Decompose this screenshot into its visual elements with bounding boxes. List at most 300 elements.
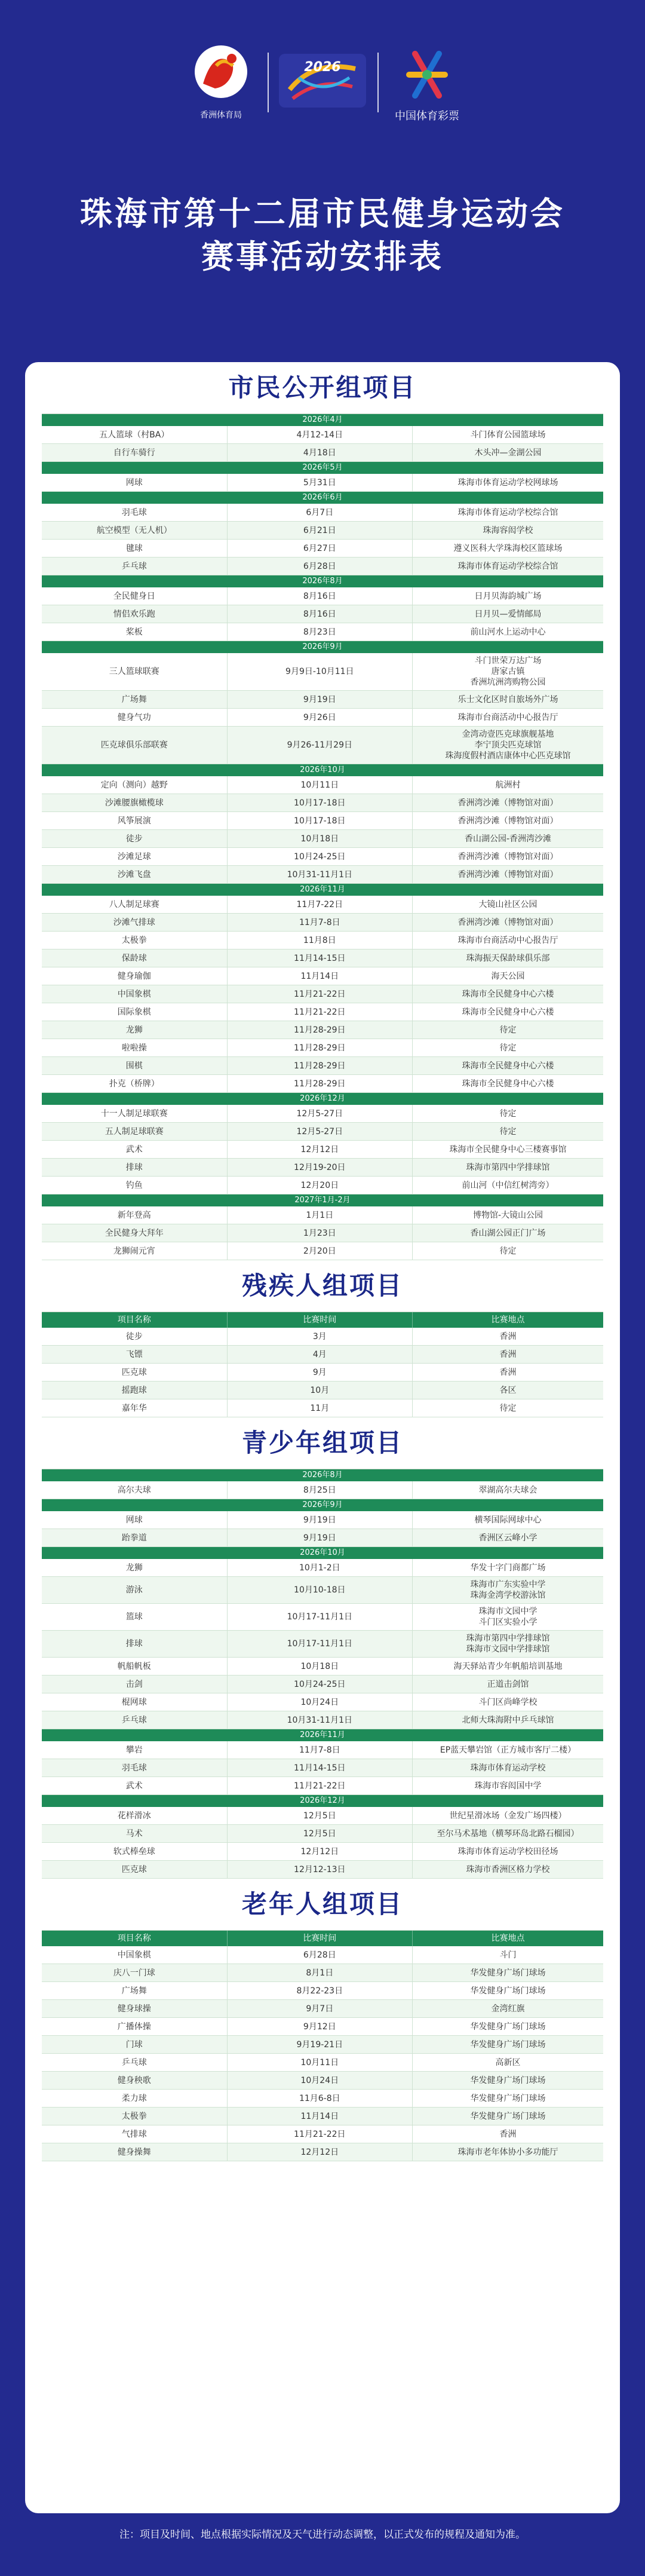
- event-venue: 香洲湾沙滩（博物馆对面）: [457, 917, 558, 927]
- event-name: 八人制足球赛: [42, 896, 228, 913]
- table-row: [42, 1177, 603, 1194]
- event-name: 沙滩飞盘: [42, 866, 228, 883]
- footnote: 注：项目及时间、地点根据实际情况及天气进行动态调整，以正式发布的规程及通知为准。: [119, 2529, 526, 2541]
- table-row: [42, 1807, 603, 1825]
- event-name: 三人篮球联赛: [42, 653, 228, 690]
- event-venue: 珠海市全民健身中心六楼: [462, 1079, 554, 1089]
- event-name: 健身气功: [42, 709, 228, 726]
- table-row: [42, 1577, 603, 1604]
- event-venue: 翠湖高尔夫球会: [478, 1485, 538, 1495]
- event-venue: 香洲湾沙滩（博物馆对面）: [457, 851, 558, 862]
- table-row: [42, 2000, 603, 2018]
- event-name: 广场舞: [42, 1982, 228, 1999]
- event-venue: 珠海市第四中学排球馆 珠海市文园中学排球馆: [466, 1634, 550, 1654]
- table-row: [42, 2125, 603, 2143]
- event-name: 篮球: [42, 1604, 228, 1630]
- table-row: [42, 1328, 603, 1346]
- event-date: 9月12日: [228, 2018, 413, 2035]
- event-name: 徒步: [42, 830, 228, 847]
- month-header: 2026年9月: [42, 641, 603, 653]
- event-date: 12月12日: [228, 1141, 413, 1158]
- event-name: 全民健身大拜年: [42, 1224, 228, 1242]
- table-row: [42, 2018, 603, 2036]
- event-date: 9月26-11月29日: [228, 727, 413, 764]
- event-name: 高尔夫球: [42, 1481, 228, 1499]
- event-name: 庆八一门球: [42, 1964, 228, 1981]
- event-date: 10月24-25日: [228, 848, 413, 865]
- event-date: 12月19-20日: [228, 1159, 413, 1176]
- event-name: 五人制足球联赛: [42, 1123, 228, 1140]
- event-date: 8月16日: [228, 587, 413, 605]
- page-header: [0, 0, 645, 359]
- event-name: 跆拳道: [42, 1529, 228, 1546]
- event-date: 10月31-11月1日: [228, 1711, 413, 1729]
- event-venue: 珠海市全民健身中心六楼: [462, 989, 554, 999]
- event-name: 太极拳: [42, 932, 228, 949]
- page-title: [0, 192, 645, 278]
- event-date: 11月28-29日: [228, 1021, 413, 1039]
- title-line-2: 赛事活动安排表: [201, 238, 444, 275]
- month-header: 2026年4月: [42, 414, 603, 426]
- event-date: 11月28-29日: [228, 1057, 413, 1074]
- event-date: 3月: [228, 1328, 413, 1345]
- event-date: 9月9日-10月11日: [228, 653, 413, 690]
- event-name: 中国象棋: [42, 1946, 228, 1964]
- event-name: 情侣欢乐跑: [42, 605, 228, 623]
- table-row: [42, 967, 603, 985]
- month-header: 2026年8月: [42, 575, 603, 587]
- table-row: [42, 949, 603, 967]
- table-row: [42, 1529, 603, 1547]
- event-date: 9月19日: [228, 691, 413, 708]
- event-venue: 待定: [499, 1108, 517, 1119]
- month-header: 2026年9月: [42, 1499, 603, 1511]
- event-date: 10月10-18日: [228, 1577, 413, 1603]
- event-venue: 华发健身广场门球场: [470, 2021, 546, 2032]
- schedule-table: [42, 1930, 603, 2161]
- event-venue: 海天公园: [491, 971, 525, 981]
- event-venue: 木头冲—金湖公园: [474, 448, 542, 458]
- event-date: 8月22-23日: [228, 1982, 413, 1999]
- table-row: [42, 727, 603, 764]
- event-date: 8月25日: [228, 1481, 413, 1499]
- column-header: 比赛地点: [491, 1934, 525, 1943]
- month-header: 2026年11月: [42, 1729, 603, 1741]
- table-row: [42, 1559, 603, 1577]
- section-title: 残疾人组项目: [241, 1271, 403, 1300]
- section-title: 市民公开组项目: [228, 373, 417, 402]
- event-venue: 华发健身广场门球场: [470, 2093, 546, 2103]
- event-name: 保龄球: [42, 949, 228, 967]
- event-date: 12月12-13日: [228, 1861, 413, 1878]
- event-date: 1月1日: [228, 1206, 413, 1224]
- table-row: [42, 866, 603, 884]
- event-date: 10月17-11月1日: [228, 1604, 413, 1630]
- event-venue: 待定: [499, 1246, 517, 1256]
- event-name: 全民健身日: [42, 587, 228, 605]
- table-row: [42, 2054, 603, 2072]
- event-venue: 珠海市体育运动学校网球场: [457, 477, 558, 488]
- event-name: 扑克（桥牌）: [42, 1075, 228, 1092]
- event-date: 10月24-25日: [228, 1676, 413, 1693]
- event-date: 11月7-8日: [228, 1741, 413, 1759]
- table-row: [42, 1346, 603, 1364]
- table-row: [42, 896, 603, 914]
- table-row: [42, 623, 603, 641]
- event-date: 11月14日: [228, 967, 413, 985]
- table-row: [42, 587, 603, 605]
- table-row: [42, 1399, 603, 1417]
- event-date: 12月5-27日: [228, 1123, 413, 1140]
- event-name: 桨板: [42, 623, 228, 641]
- event-venue: 华发健身广场门球场: [470, 1968, 546, 1978]
- event-venue: 珠海市全民健身中心三楼赛事馆: [449, 1144, 567, 1154]
- table-row: [42, 812, 603, 830]
- event-venue: 日月贝海韵城广场: [474, 591, 542, 601]
- column-header: 比赛时间: [228, 1931, 413, 1946]
- event-venue: 日月贝—爱情邮局: [474, 609, 542, 619]
- event-venue: 世纪星滑冰场（金发广场四楼）: [449, 1811, 567, 1821]
- schedule-table: [42, 413, 603, 1260]
- event-venue: 至尔马术基地（横琴环岛北路石榴园）: [437, 1828, 579, 1839]
- event-venue: 华发健身广场门球场: [470, 1986, 546, 1996]
- event-venue: 航洲村: [495, 780, 521, 790]
- event-name: 新年登高: [42, 1206, 228, 1224]
- event-name: 沙滩气排球: [42, 914, 228, 931]
- table-row: [42, 709, 603, 727]
- event-date: 9月: [228, 1364, 413, 1381]
- event-name: 广播体操: [42, 2018, 228, 2035]
- event-venue: 遵义医科大学珠海校区篮球场: [453, 543, 563, 553]
- event-name: 龙狮: [42, 1021, 228, 1039]
- event-date: 10月17-18日: [228, 794, 413, 811]
- games-emblem-icon: [272, 42, 373, 120]
- event-name: 乒乓球: [42, 558, 228, 575]
- event-venue: 前山河（中信红树湾旁）: [462, 1180, 554, 1190]
- table-header-row: [42, 1931, 603, 1946]
- event-name: 健身秧歌: [42, 2072, 228, 2089]
- table-row: [42, 1382, 603, 1399]
- table-row: [42, 2143, 603, 2161]
- table-row: [42, 426, 603, 444]
- event-name: 飞镖: [42, 1346, 228, 1363]
- event-date: 11月21-22日: [228, 2125, 413, 2143]
- event-venue: 珠海市全民健身中心六楼: [462, 1061, 554, 1071]
- table-row: [42, 1021, 603, 1039]
- table-row: [42, 1711, 603, 1729]
- event-date: 11月21-22日: [228, 1777, 413, 1794]
- event-venue: 香山湖公园正门广场: [470, 1228, 546, 1238]
- event-date: 8月16日: [228, 605, 413, 623]
- column-header: 比赛时间: [228, 1312, 413, 1328]
- event-name: 软式棒垒球: [42, 1843, 228, 1860]
- table-row: [42, 1123, 603, 1141]
- event-venue: 华发十字门商都广场: [470, 1563, 546, 1573]
- event-venue: 珠海市体育运动学校综合馆: [457, 507, 558, 517]
- event-date: 10月18日: [228, 830, 413, 847]
- event-venue: 珠海市体育运动学校综合馆: [457, 561, 558, 571]
- event-name: 羽毛球: [42, 1759, 228, 1776]
- event-venue: 珠海市容闳国中学: [474, 1781, 542, 1791]
- event-venue: 珠海市第四中学排球馆: [466, 1162, 550, 1172]
- event-date: 11月21-22日: [228, 1003, 413, 1021]
- event-venue: 珠海市台商活动中心报告厅: [457, 712, 558, 722]
- event-name: 花样滑冰: [42, 1807, 228, 1824]
- event-date: 6月28日: [228, 558, 413, 575]
- event-date: 6月27日: [228, 540, 413, 557]
- event-venue: 待定: [499, 1043, 517, 1053]
- event-name: 乒乓球: [42, 1711, 228, 1729]
- event-name: 中国象棋: [42, 985, 228, 1003]
- event-venue: 北师大珠海附中乒乓球馆: [462, 1715, 554, 1725]
- table-row: [42, 2072, 603, 2090]
- event-date: 10月18日: [228, 1658, 413, 1675]
- table-row: [42, 1861, 603, 1879]
- logo-year: 2026: [304, 60, 341, 75]
- event-date: 11月7-8日: [228, 914, 413, 931]
- event-date: 6月7日: [228, 504, 413, 521]
- event-name: 徒步: [42, 1328, 228, 1345]
- event-date: 4月: [228, 1346, 413, 1363]
- table-row: [42, 794, 603, 812]
- event-date: 1月23日: [228, 1224, 413, 1242]
- event-date: 10月24日: [228, 2072, 413, 2089]
- event-name: 马术: [42, 1825, 228, 1842]
- event-name: 五人篮球（村BA）: [42, 426, 228, 443]
- table-row: [42, 1075, 603, 1093]
- event-name: 风筝展演: [42, 812, 228, 829]
- event-date: 11月6-8日: [228, 2090, 413, 2107]
- table-row: [42, 1946, 603, 1964]
- table-row: [42, 522, 603, 540]
- lottery-emblem-icon: [376, 42, 478, 108]
- event-date: 10月1-2日: [228, 1559, 413, 1576]
- month-header: 2027年1月-2月: [42, 1194, 603, 1206]
- event-name: 嘉年华: [42, 1399, 228, 1417]
- event-date: 9月19-21日: [228, 2036, 413, 2053]
- event-venue: 海天驿站青少年帆船培训基地: [453, 1661, 563, 1671]
- month-header: 2026年12月: [42, 1795, 603, 1807]
- event-date: 9月19日: [228, 1529, 413, 1546]
- event-date: 5月31日: [228, 474, 413, 491]
- event-date: 10月17-11月1日: [228, 1631, 413, 1657]
- event-name: 匹克球俱乐部联赛: [42, 727, 228, 764]
- event-venue: 珠海市台商活动中心报告厅: [457, 935, 558, 945]
- event-venue: 珠海市全民健身中心六楼: [462, 1007, 554, 1017]
- event-name: 太极拳: [42, 2108, 228, 2125]
- event-date: 10月31-11月1日: [228, 866, 413, 883]
- event-venue: 珠海市香洲区格力学校: [466, 1864, 550, 1874]
- event-name: 柔力球: [42, 2090, 228, 2107]
- event-name: 健身操舞: [42, 2143, 228, 2161]
- table-row: [42, 1057, 603, 1075]
- table-row: [42, 504, 603, 522]
- event-name: 自行车骑行: [42, 444, 228, 461]
- event-name: 门球: [42, 2036, 228, 2053]
- table-row: [42, 1843, 603, 1861]
- event-venue: 金湾红旗: [491, 2004, 525, 2014]
- table-row: [42, 1039, 603, 1057]
- event-date: 10月11日: [228, 2054, 413, 2071]
- table-row: [42, 540, 603, 558]
- event-date: 8月1日: [228, 1964, 413, 1981]
- event-name: 健身球操: [42, 2000, 228, 2017]
- event-venue: 大镜山社区公园: [478, 899, 538, 909]
- logo-bar: [0, 42, 645, 125]
- event-date: 10月11日: [228, 776, 413, 794]
- event-name: 啦啦操: [42, 1039, 228, 1056]
- table-row: [42, 2090, 603, 2108]
- event-date: 12月12日: [228, 1843, 413, 1860]
- table-row: [42, 1631, 603, 1658]
- event-name: 定向（测向）越野: [42, 776, 228, 794]
- column-header: 比赛地点: [491, 1315, 525, 1325]
- event-name: 龙狮闹元宵: [42, 1242, 228, 1260]
- event-date: 12月5-27日: [228, 1105, 413, 1122]
- event-name: 匹克球: [42, 1364, 228, 1381]
- event-name: 毽球: [42, 540, 228, 557]
- table-row: [42, 776, 603, 794]
- table-row: [42, 1206, 603, 1224]
- event-venue: 香洲湾沙滩（博物馆对面）: [457, 816, 558, 826]
- table-row: [42, 558, 603, 575]
- event-date: 11月28-29日: [228, 1039, 413, 1056]
- event-name: 沙滩腰旗橄榄球: [42, 794, 228, 811]
- event-date: 6月21日: [228, 522, 413, 539]
- event-venue: 香洲: [499, 1331, 517, 1341]
- event-name: 十一人制足球联赛: [42, 1105, 228, 1122]
- table-row: [42, 1982, 603, 2000]
- event-date: 11月: [228, 1399, 413, 1417]
- column-header: 项目名称: [42, 1931, 228, 1946]
- event-date: 11月14-15日: [228, 1759, 413, 1776]
- event-name: 武术: [42, 1141, 228, 1158]
- event-venue: 斗门世荣万达广场 唐家古镇 香洲坑洲湾购物公园: [470, 656, 546, 687]
- table-row: [42, 1676, 603, 1693]
- event-venue: 金湾动壹匹克球旗舰基地 李宁顶尖匹克球馆 珠海度假村酒店康体中心匹克球馆: [445, 730, 571, 761]
- month-header: 2026年10月: [42, 1547, 603, 1559]
- table-row: [42, 1003, 603, 1021]
- event-venue: 香洲湾沙滩（博物馆对面）: [457, 869, 558, 880]
- table-row: [42, 1658, 603, 1676]
- table-header-row: [42, 1312, 603, 1328]
- table-row: [42, 1481, 603, 1499]
- event-date: 9月26日: [228, 709, 413, 726]
- event-venue: 香洲: [499, 1367, 517, 1377]
- table-row: [42, 653, 603, 691]
- event-name: 游泳: [42, 1577, 228, 1603]
- table-row: [42, 691, 603, 709]
- table-row: [42, 914, 603, 932]
- table-row: [42, 848, 603, 866]
- logo-left-text: 香洲体育局: [200, 111, 242, 120]
- event-venue: 各区: [499, 1385, 517, 1395]
- section-title: 老年人组项目: [241, 1889, 403, 1919]
- event-venue: 斗门: [499, 1950, 517, 1960]
- table-row: [42, 1141, 603, 1159]
- month-header: 2026年5月: [42, 462, 603, 474]
- table-row: [42, 1964, 603, 1982]
- event-date: 2月20日: [228, 1242, 413, 1260]
- month-header: 2026年11月: [42, 884, 603, 896]
- event-date: 11月14-15日: [228, 949, 413, 967]
- logo-right-text: 中国体育彩票: [395, 110, 459, 122]
- table-row: [42, 1159, 603, 1177]
- event-name: 帆船帆板: [42, 1658, 228, 1675]
- table-row: [42, 1511, 603, 1529]
- event-venue: 正道击剑馆: [487, 1679, 529, 1689]
- table-row: [42, 2108, 603, 2125]
- event-date: 9月7日: [228, 2000, 413, 2017]
- table-row: [42, 1364, 603, 1382]
- event-venue: 香洲: [499, 2129, 517, 2139]
- event-name: 乒乓球: [42, 2054, 228, 2071]
- event-date: 12月12日: [228, 2143, 413, 2161]
- schedule-card: [25, 362, 620, 2513]
- event-name: 航空模型（无人机）: [42, 522, 228, 539]
- month-header: 2026年6月: [42, 492, 603, 504]
- table-row: [42, 474, 603, 492]
- event-venue: 博物馆-大镜山公园: [472, 1210, 543, 1220]
- event-date: 11月7-22日: [228, 896, 413, 913]
- event-venue: 待定: [499, 1403, 517, 1413]
- xiangzhou-sports-logo: [179, 42, 263, 125]
- event-date: 4月18日: [228, 444, 413, 461]
- event-venue: 华发健身广场门球场: [470, 2075, 546, 2085]
- event-venue: 横琴国际网球中心: [474, 1515, 542, 1525]
- event-name: 武术: [42, 1777, 228, 1794]
- table-row: [42, 1224, 603, 1242]
- event-venue: 香洲区云峰小学: [478, 1533, 538, 1543]
- china-sports-lottery-logo: [376, 42, 478, 125]
- divider: [268, 53, 269, 112]
- event-date: 10月24日: [228, 1693, 413, 1711]
- event-name: 羽毛球: [42, 504, 228, 521]
- event-date: 12月20日: [228, 1177, 413, 1194]
- event-name: 广场舞: [42, 691, 228, 708]
- table-row: [42, 444, 603, 462]
- month-header: 2026年10月: [42, 764, 603, 776]
- event-name: 攀岩: [42, 1741, 228, 1759]
- event-venue: 香洲湾沙滩（博物馆对面）: [457, 798, 558, 808]
- table-row: [42, 2036, 603, 2054]
- event-name: 击剑: [42, 1676, 228, 1693]
- event-name: 沙滩足球: [42, 848, 228, 865]
- event-date: 12月5日: [228, 1807, 413, 1824]
- event-venue: 待定: [499, 1025, 517, 1035]
- event-venue: 珠海市体育运动学校: [470, 1763, 546, 1773]
- event-venue: 珠海振天保龄球俱乐部: [466, 953, 550, 963]
- event-venue: 待定: [499, 1126, 517, 1137]
- event-date: 12月5日: [228, 1825, 413, 1842]
- event-date: 11月21-22日: [228, 985, 413, 1003]
- event-name: 排球: [42, 1631, 228, 1657]
- event-date: 10月: [228, 1382, 413, 1399]
- event-date: 10月17-18日: [228, 812, 413, 829]
- event-name: 匹克球: [42, 1861, 228, 1878]
- table-row: [42, 985, 603, 1003]
- event-venue: 香山湖公园-香洲湾沙滩: [464, 834, 552, 844]
- event-date: 8月23日: [228, 623, 413, 641]
- table-row: [42, 1105, 603, 1123]
- event-date: 11月8日: [228, 932, 413, 949]
- column-header: 项目名称: [42, 1312, 228, 1328]
- event-name: 龙狮: [42, 1559, 228, 1576]
- event-name: 摇跑球: [42, 1382, 228, 1399]
- table-row: [42, 1242, 603, 1260]
- games-2026-logo: [272, 42, 373, 125]
- event-date: 6月28日: [228, 1946, 413, 1964]
